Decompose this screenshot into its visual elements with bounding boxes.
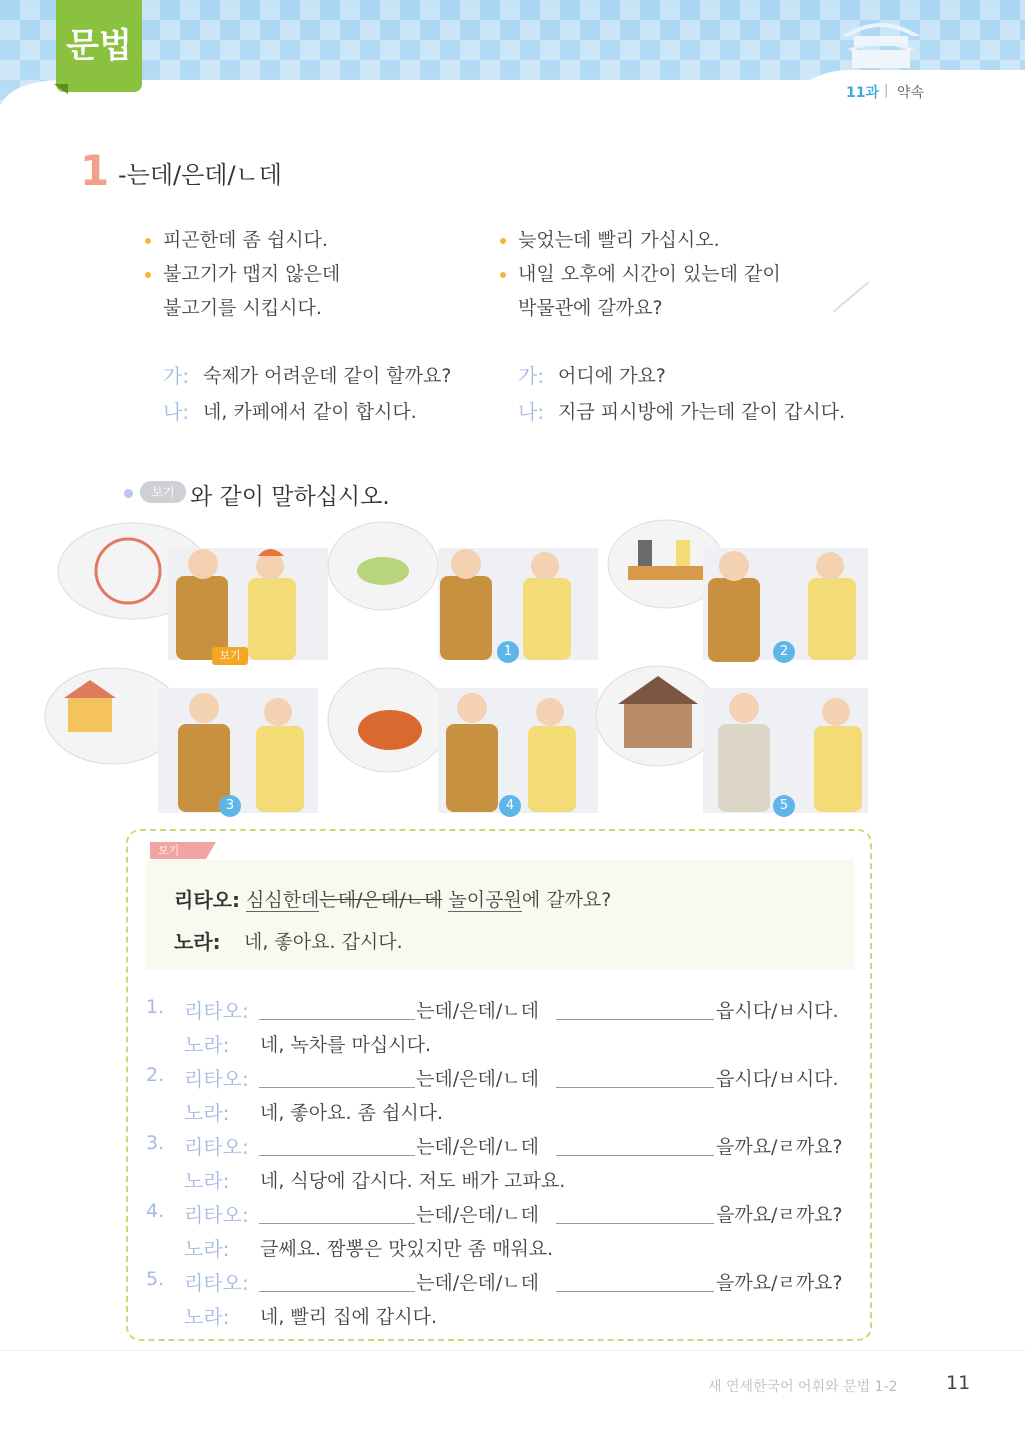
- answer-blank-1[interactable]: [259, 1061, 415, 1088]
- example-struck-ending: 는데/은데/ㄴ데: [319, 889, 443, 911]
- bullet-icon: [500, 272, 506, 278]
- answer-line: 네, 빨리 집에 갑시다.: [260, 1306, 438, 1328]
- lesson-title: 약속: [897, 85, 925, 101]
- dialog-speaker: 가:: [163, 364, 190, 388]
- question-ending-choice: 는데/은데/ㄴ데: [416, 1000, 539, 1022]
- illustration-panel-1: [328, 522, 598, 660]
- question-number: 2.: [146, 1064, 165, 1086]
- answer-speaker: 노라:: [184, 1033, 230, 1057]
- lesson-tab-curve: [790, 70, 1025, 140]
- bullet-icon: [500, 238, 506, 244]
- exercise-instruction: 와 같이 말하십시오.: [190, 484, 390, 510]
- dialog-speaker: 나:: [163, 400, 190, 424]
- example-sentence: 늦었는데 빨리 가십시오.: [518, 229, 720, 251]
- answer-line: 네, 식당에 갑시다. 저도 배가 고파요.: [260, 1170, 566, 1192]
- question-speaker: 리타오:: [184, 999, 249, 1023]
- dialog-line: 숙제가 어려운데 같이 할까요?: [203, 365, 452, 387]
- grammar-point-number: 1: [80, 146, 110, 195]
- instruction-bullet-icon: [124, 489, 133, 498]
- pagoda-icon: [832, 6, 930, 70]
- badge-fold: [54, 84, 68, 94]
- decorative-line: [833, 281, 870, 312]
- answer-blank-2[interactable]: [556, 1265, 714, 1292]
- dialog-line: 어디에 가요?: [558, 365, 666, 387]
- footer-book-title: 새 연세한국어 어휘와 문법 1-2: [708, 1379, 898, 1395]
- panel-number-badge: 5: [773, 795, 795, 817]
- dialog-speaker: 가:: [518, 364, 545, 388]
- example-box-tag: 보기: [150, 842, 206, 859]
- example-tag: 보기: [140, 481, 186, 503]
- answer-blank-2[interactable]: [556, 1197, 714, 1224]
- example-sentence: 내일 오후에 시간이 있는데 같이 박물관에 갈까요?: [518, 263, 781, 319]
- dialog-speaker: 나:: [518, 400, 545, 424]
- question-suggestion-ending: 읍시다/ㅂ시다.: [716, 1000, 839, 1022]
- question-ending-choice: 는데/은데/ㄴ데: [416, 1204, 539, 1226]
- lesson-separator: |: [884, 83, 889, 98]
- question-speaker: 리타오:: [184, 1271, 249, 1295]
- answer-blank-2[interactable]: [556, 1129, 714, 1156]
- question-number: 5.: [146, 1268, 165, 1290]
- question-speaker: 리타오:: [184, 1203, 249, 1227]
- illustration-example-tag: 보기: [212, 647, 248, 665]
- answer-blank-1[interactable]: [259, 993, 415, 1020]
- question-number: 3.: [146, 1132, 165, 1154]
- answer-speaker: 노라:: [184, 1169, 230, 1193]
- answer-speaker: 노라:: [184, 1305, 230, 1329]
- answer-blank-1[interactable]: [259, 1265, 415, 1292]
- answer-line: 네, 녹차를 마십시다.: [260, 1034, 431, 1056]
- question-speaker: 리타오:: [184, 1067, 249, 1091]
- answer-blank-2[interactable]: [556, 993, 714, 1020]
- grammar-point-title: -는데/은데/ㄴ데: [118, 161, 282, 189]
- example-sentence: 피곤한데 좀 쉽시다.: [163, 229, 328, 251]
- question-suggestion-ending: 을까요/ㄹ까요?: [716, 1204, 843, 1226]
- lesson-number: 11과: [846, 85, 880, 101]
- panel-number-badge: 1: [497, 641, 519, 663]
- example-sentence: 불고기가 맵지 않은데 불고기를 시킵시다.: [163, 263, 341, 319]
- question-number: 4.: [146, 1200, 165, 1222]
- example-line: 네, 좋아요. 갑시다.: [244, 931, 403, 953]
- panel-number-badge: 3: [219, 795, 241, 817]
- illustration-panel-4: [328, 668, 598, 813]
- example-line: [246, 885, 611, 912]
- question-ending-choice: 는데/은데/ㄴ데: [416, 1272, 539, 1294]
- example-line-end: 에 갈까요?: [521, 889, 612, 911]
- illustration-panel-5: [596, 666, 868, 813]
- dialog-line: 네, 카페에서 같이 합시다.: [203, 401, 417, 423]
- illustration-panel-example: [58, 523, 328, 660]
- example-speaker: 리타오:: [174, 888, 240, 912]
- panel-number-badge: 2: [773, 641, 795, 663]
- answer-blank-1[interactable]: [259, 1129, 415, 1156]
- bullet-icon: [145, 272, 151, 278]
- panel-number-badge: 4: [499, 795, 521, 817]
- question-number: 1.: [146, 996, 165, 1018]
- example-answer-part: 심심한데: [246, 889, 320, 911]
- question-speaker: 리타오:: [184, 1135, 249, 1159]
- answer-speaker: 노라:: [184, 1101, 230, 1125]
- question-ending-choice: 는데/은데/ㄴ데: [416, 1068, 539, 1090]
- bullet-icon: [145, 238, 151, 244]
- answer-blank-1[interactable]: [259, 1197, 415, 1224]
- answer-line: 글쎄요. 짬뽕은 맛있지만 좀 매워요.: [260, 1238, 554, 1260]
- illustration-grid: [38, 516, 870, 821]
- illustration-panel-3: [45, 668, 318, 813]
- question-suggestion-ending: 을까요/ㄹ까요?: [716, 1272, 843, 1294]
- example-speaker: 노라:: [174, 930, 221, 954]
- page-number: 11: [946, 1372, 971, 1394]
- dialog-line: 지금 피시방에 가는데 같이 갑시다.: [558, 401, 846, 423]
- question-ending-choice: 는데/은데/ㄴ데: [416, 1136, 539, 1158]
- section-badge: 문법: [56, 0, 142, 92]
- question-suggestion-ending: 을까요/ㄹ까요?: [716, 1136, 843, 1158]
- question-suggestion-ending: 읍시다/ㅂ시다.: [716, 1068, 839, 1090]
- illustration-panel-2: [608, 520, 868, 662]
- answer-line: 네, 좋아요. 좀 쉽시다.: [260, 1102, 444, 1124]
- example-answer-part: 놀이공원: [448, 889, 522, 911]
- answer-blank-2[interactable]: [556, 1061, 714, 1088]
- footer-divider: [0, 1350, 1025, 1351]
- answer-speaker: 노라:: [184, 1237, 230, 1261]
